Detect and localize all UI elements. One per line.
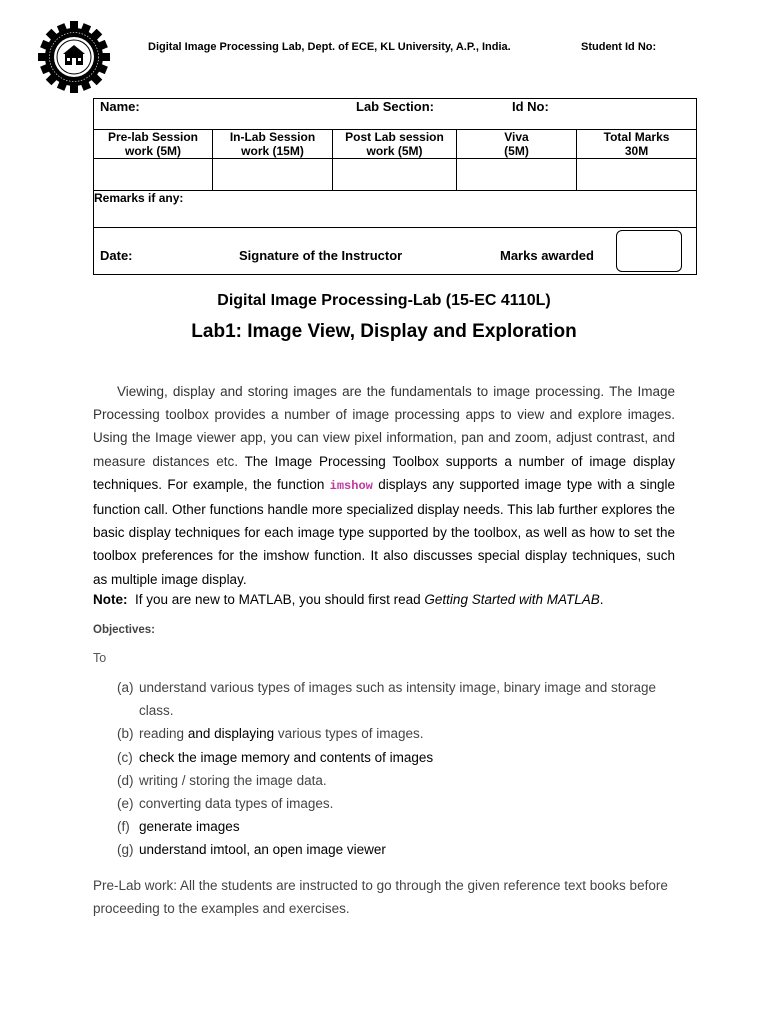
marks-awarded-label: Marks awarded bbox=[500, 248, 594, 263]
lab-title: Lab1: Image View, Display and Exploration bbox=[191, 321, 577, 342]
lab-header-title: Digital Image Processing Lab, Dept. of ECE, KL University, A.P., India. bbox=[148, 41, 511, 53]
note-text: If you are new to MATLAB, you should first read bbox=[135, 592, 421, 607]
intro-text-1: Viewing, display and storing images are the fundamentals to image processing. The Image Processing toolbox provides a number of image processing apps to view and explore images. Using the Image viewer app, you can view pixel information, pan and zoom, adjust contrast, and measure distances etc. bbox=[93, 384, 675, 469]
list-item: (c) check the image memory and contents of images bbox=[117, 749, 434, 765]
student-id-label: Student Id No: bbox=[581, 41, 657, 53]
lab-section-label: Lab Section: bbox=[356, 99, 435, 114]
imshow-code: imshow bbox=[329, 478, 373, 493]
list-item: (b) reading and displaying various types of images. bbox=[117, 726, 424, 742]
objectives-heading: Objectives: bbox=[93, 624, 155, 636]
marks-awarded-box[interactable] bbox=[616, 230, 682, 272]
col-header-viva: Viva (5M) bbox=[457, 130, 577, 159]
note-line: Note: If you are new to MATLAB, you should first read Getting Started with MATLAB. bbox=[93, 592, 604, 607]
objectives-list bbox=[117, 676, 657, 862]
postlab-marks-cell[interactable] bbox=[333, 159, 457, 191]
intro-paragraph bbox=[93, 380, 675, 591]
name-label: Name: bbox=[100, 99, 140, 114]
list-item: (d) writing / storing the image data. bbox=[117, 772, 327, 788]
note-label: Note: bbox=[93, 592, 128, 607]
prelab-paragraph: Pre-Lab work: All the students are instructed to go through the given reference text books before proceeding to the examples and exercises. bbox=[93, 878, 668, 916]
remarks-label: Remarks if any: bbox=[94, 191, 697, 228]
col-header-inlab: In-Lab Session work (15M) bbox=[213, 130, 333, 159]
viva-marks-cell[interactable] bbox=[457, 159, 577, 191]
note-reference: Getting Started with MATLAB bbox=[424, 592, 600, 607]
list-item: (a) understand various types of images such as intensity image, binary image and storage class. bbox=[117, 680, 657, 719]
prelab-marks-cell[interactable] bbox=[94, 159, 213, 191]
list-item: (g) understand imtool, an open image viewer bbox=[117, 842, 386, 858]
col-header-postlab: Post Lab session work (5M) bbox=[333, 130, 457, 159]
date-label: Date: bbox=[100, 248, 133, 263]
total-marks-cell[interactable] bbox=[577, 159, 697, 191]
course-title: Digital Image Processing-Lab (15-EC 4110L) bbox=[217, 292, 551, 309]
objectives-to: To bbox=[93, 651, 107, 665]
intro-text-2: The Image Processing Toolbox supports a number of image display techniques. For example, the function bbox=[93, 453, 675, 492]
list-item: (f) generate images bbox=[117, 819, 240, 835]
list-item: (e) converting data types of images. bbox=[117, 796, 334, 812]
col-header-prelab: Pre-lab Session work (5M) bbox=[94, 130, 213, 159]
university-seal-logo bbox=[38, 21, 110, 93]
col-header-total: Total Marks 30M bbox=[577, 130, 697, 159]
marks-table bbox=[93, 98, 697, 275]
intro-text-3: displays any supported image type with a single function call. Other functions handle more specialized display needs. This lab further explores the basic display techniques for each image type supported by the toolbox, as well as how to set the toolbox preferences for the imshow function. It also discusses special display techniques, such as multiple image display. bbox=[93, 476, 675, 587]
id-no-label: Id No: bbox=[512, 99, 549, 114]
signature-label: Signature of the Instructor bbox=[239, 248, 403, 263]
inlab-marks-cell[interactable] bbox=[213, 159, 333, 191]
